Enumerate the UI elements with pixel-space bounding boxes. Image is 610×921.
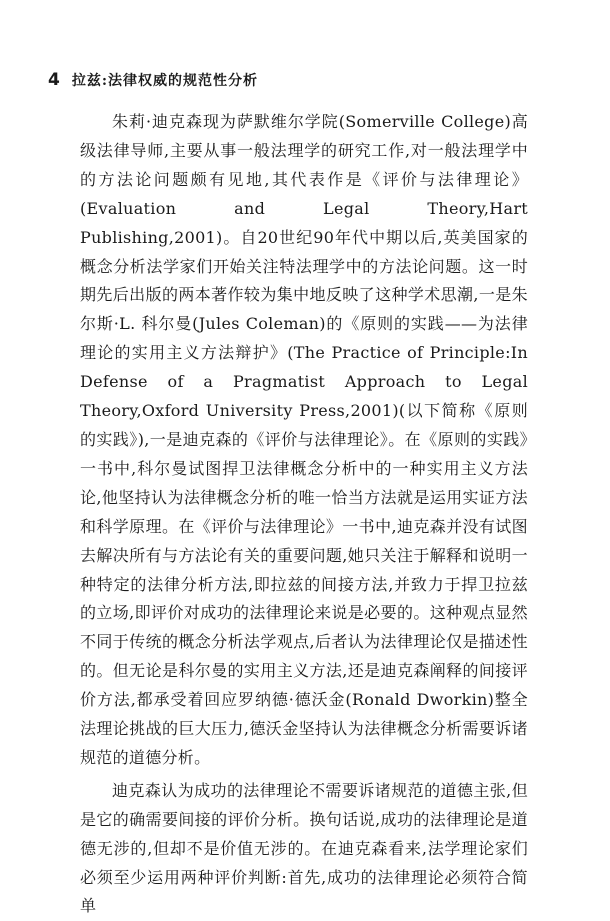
running-title: 拉兹:法律权威的规范性分析 <box>71 73 259 89</box>
paragraph-1: 朱莉·迪克森现为萨默维尔学院(Somerville College)高级法律导师,主要从事一般法理学的研究工作,对一般法理学中的方法论问题颇有见地,其代表作是《评价与法律理论》(Evaluation and Legal Theory,Hart Publishing,2001)。自20世纪90年代中期以后,英美国家的概念分析法学家们开始关注特法理学中的方法论问题。这一时期先后出版的两本著作较为集中地反映了这种学术思潮,一是朱尔斯·L. 科尔曼(Jules Coleman)的《原则的实践——为法律理论的实用主义方法辩护》(The Practice of Principle:In Defense of a Pragmatist Approach to Legal Theory,Oxford University Press,2001)(以下简称《原则的实践》),一是迪克森的《评价与法律理论》。在《原则的实践》一书中,科尔曼试图捍卫法律概念分析中的一种实用主义方法论,他坚持认为法律概念分析的唯一恰当方法就是运用实证方法和科学原理。在《评价与法律理论》一书中,迪克森并没有试图去解决所有与方法论有关的重要问题,她只关注于解释和说明一种特定的法律分析方法,即拉兹的间接方法,并致力于捍卫拉兹的立场,即评价对成功的法律理论来说是必要的。这种观点显然不同于传统的概念分析法学观点,后者认为法律理论仅是描述性的。但无论是科尔曼的实用主义方法,还是迪克森阐释的间接评价方法,都承受着回应罗纳德·德沃金(Ronald Dworkin)整全法理论挑战的巨大压力,德沃金坚持认为法律概念分析需要诉诸规范的道德分析。 <box>80 112 528 767</box>
body-text <box>80 108 528 921</box>
paragraph-2: 迪克森认为成功的法律理论不需要诉诸规范的道德主张,但是它的确需要间接的评价分析。换句话说,成功的法律理论是道德无涉的,但却不是价值无涉的。在迪克森看来,法学理论家们必须至少运用两种评价判断:首先,成功的法律理论必须符合简单 <box>80 780 528 916</box>
running-header <box>48 70 258 90</box>
page-number: 4 <box>48 70 60 90</box>
